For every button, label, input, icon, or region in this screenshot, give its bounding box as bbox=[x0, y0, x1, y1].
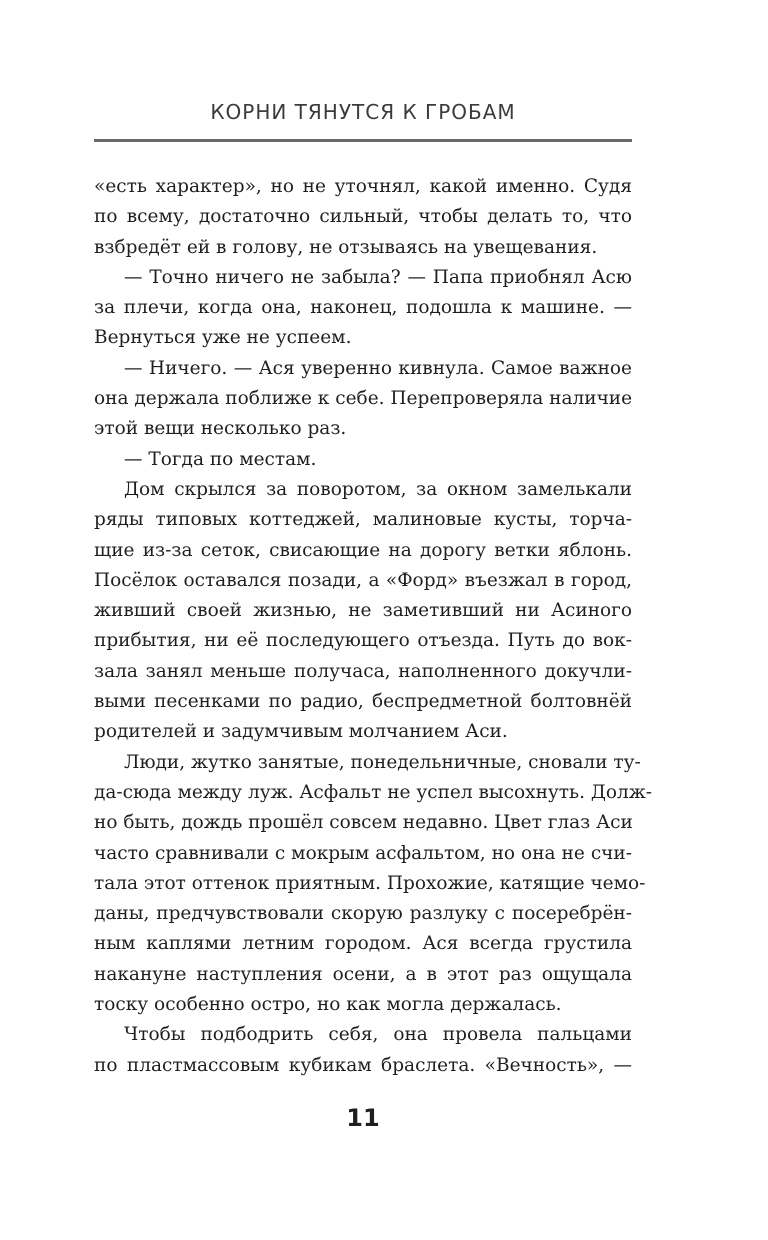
text-line: взбредёт ей в голову, не отзываясь на увещевания. bbox=[94, 236, 598, 258]
text-line: тала этот оттенок приятным. Прохожие, катящие чемо- bbox=[94, 872, 646, 894]
text-line: тоску особенно остро, но как могла держалась. bbox=[94, 994, 562, 1016]
text-line: даны, предчувствовали скорую разлуку с посеребрён- bbox=[94, 903, 632, 925]
text-line: «есть характер», но не уточнял, какой именно. Судя bbox=[94, 176, 632, 197]
text-line: она держала поближе к себе. Перепроверяла наличие bbox=[94, 388, 633, 410]
text-line: но быть, дождь прошёл совсем недавно. Цвет глаз Аси bbox=[94, 812, 633, 834]
text-line: Чтобы подбодрить себя, она провела пальцами bbox=[124, 1024, 632, 1046]
text-line: ным каплями летним городом. Ася всегда грустила bbox=[94, 933, 632, 955]
text-line: зала занял меньше получаса, наполненного докучли- bbox=[94, 660, 632, 682]
text-line: этой вещи несколько раз. bbox=[94, 418, 347, 440]
text-line: выми песенками по радио, беспредметной болтовнёй bbox=[94, 691, 632, 713]
text-line: прибытия, ни её последующего отъезда. Путь до вок- bbox=[94, 630, 632, 652]
header-rule bbox=[94, 139, 632, 142]
text-line: Вернуться уже не успеем. bbox=[94, 327, 352, 349]
running-head-title: КОРНИ ТЯНУТСЯ К ГРОБАМ bbox=[210, 100, 516, 124]
text-line: — Ничего. — Ася уверенно кивнула. Самое важное bbox=[124, 357, 632, 379]
text-line: накануне наступления осени, а в этот раз ощущала bbox=[94, 963, 632, 985]
text-line: щие из-за сеток, свисающие на дорогу ветки яблонь. bbox=[94, 539, 632, 561]
text-line: Посёлок оставался позади, а «Форд» въезжал в город, bbox=[94, 569, 632, 591]
text-line: — Тогда по местам. bbox=[124, 448, 317, 470]
text-line: — Точно ничего не забыла? — Папа приобнял Асю bbox=[124, 266, 632, 288]
text-line: по всему, достаточно сильный, чтобы делать то, что bbox=[94, 206, 632, 228]
text-line: за плечи, когда она, наконец, подошла к машине. — bbox=[94, 297, 632, 319]
text-line: родителей и задумчивым молчанием Аси. bbox=[94, 721, 508, 743]
body-text bbox=[94, 172, 653, 1081]
text-line: часто сравнивали с мокрым асфальтом, но она не счи- bbox=[94, 842, 632, 864]
text-line: по пластмассовым кубикам браслета. «Вечность», — bbox=[94, 1054, 632, 1076]
text-line: живший своей жизнью, не заметивший ни Асиного bbox=[94, 600, 632, 622]
text-line: Дом скрылся за поворотом, за окном замелькали bbox=[124, 478, 632, 500]
text-line: да-сюда между луж. Асфальт не успел высохнуть. Долж- bbox=[94, 781, 653, 803]
page-number: 11 bbox=[346, 1104, 380, 1132]
text-line: ряды типовых коттеджей, малиновые кусты, торча- bbox=[94, 509, 632, 531]
text-line: Люди, жутко занятые, понедельничные, сновали ту- bbox=[124, 751, 641, 773]
